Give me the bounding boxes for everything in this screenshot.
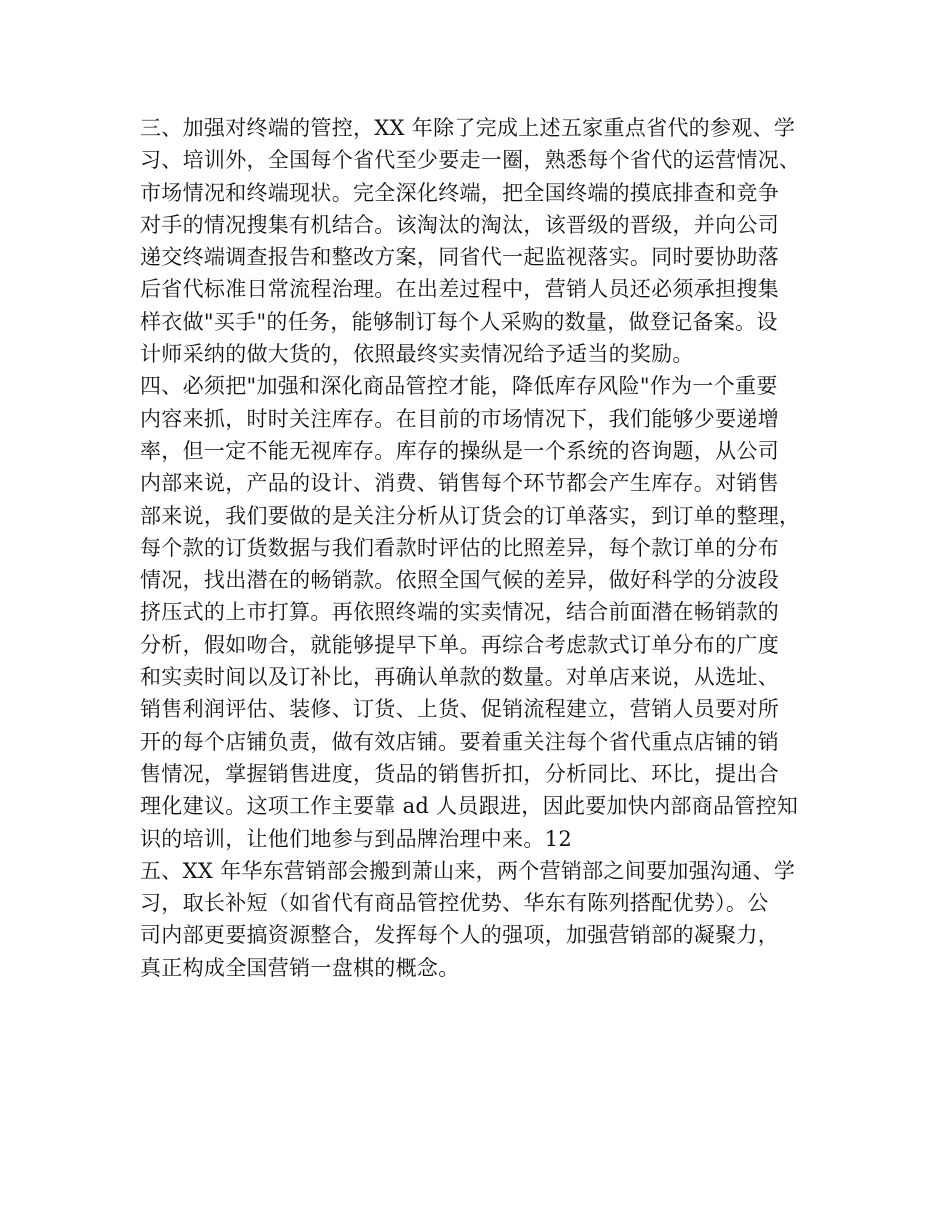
text-line: 样衣做"买手"的任务，能够制订每个人采购的数量，做登记备案。设 (140, 309, 778, 334)
text-line: 对手的情况搜集有机结合。该淘汰的淘汰，该晋级的晋级，并向公司 (140, 212, 779, 237)
text-line: 挤压式的上市打算。再依照终端的实卖情况，结合前面潜在畅销款的 (140, 600, 779, 625)
text-line: 理化建议。这项工作主要靠 ad 人员跟进，因此要加快内部商品管控知 (140, 794, 799, 819)
text-line: 四、必须把"加强和深化商品管控才能，降低库存风险"作为一个重要 (140, 374, 778, 399)
document-body (140, 112, 830, 984)
text-line: 和实卖时间以及订补比，再确认单款的数量。对单店来说，从选址、 (140, 665, 779, 690)
text-line: 计师采纳的做大货的，依照最终实卖情况给予适当的奖励。 (140, 342, 694, 367)
text-line: 内容来抓，时时关注库存。在目前的市场情况下，我们能够少要递增 (140, 406, 779, 431)
text-line: 三、加强对终端的管控，XX 年除了完成上述五家重点省代的参观、学 (140, 116, 796, 140)
text-line: 开的每个店铺负责，做有效店铺。要着重关注每个省代重点店铺的销 (140, 729, 779, 754)
paragraph-three (140, 112, 830, 370)
text-line: 情况，找出潜在的畅销款。依照全国气候的差异，做好科学的分波段 (140, 568, 779, 593)
text-line: 识的培训，让他们地参与到品牌治理中来。12 (140, 826, 573, 851)
text-line: 部来说，我们要做的是关注分析从订货会的订单落实，到订单的整理， (140, 503, 801, 528)
text-line: 每个款的订货数据与我们看款时评估的比照差异，每个款订单的分布 (140, 535, 779, 560)
text-line: 真正构成全国营销一盘棋的概念。 (140, 955, 460, 980)
text-line: 率，但一定不能无视库存。库存的操纵是一个系统的咨询题，从公司 (140, 438, 779, 463)
text-line: 五、XX 年华东营销部会搬到萧山来，两个营销部之间要加强沟通、学 (140, 858, 796, 883)
text-line: 分析，假如吻合，就能够提早下单。再综合考虑款式订单分布的广度 (140, 632, 779, 657)
text-line: 后省代标准日常流程治理。在出差过程中，营销人员还必须承担搜集 (140, 277, 779, 302)
text-line: 习，取长补短（如省代有商品管控优势、华东有陈列搭配优势）。公 (140, 891, 769, 916)
text-line: 内部来说，产品的设计、消费、销售每个环节都会产生库存。对销售 (140, 471, 779, 496)
text-line: 销售利润评估、装修、订货、上货、促销流程建立，营销人员要对所 (140, 697, 779, 722)
paragraph-four (140, 370, 830, 854)
text-line: 市场情况和终端现状。完全深化终端，把全国终端的摸底排查和竞争 (140, 180, 779, 205)
text-line: 递交终端调查报告和整改方案，同省代一起监视落实。同时要协助落 (140, 245, 779, 270)
paragraph-five (140, 855, 830, 984)
text-line: 售情况，掌握销售进度，货品的销售折扣，分析同比、环比，提出合 (140, 761, 779, 786)
text-line: 习、培训外，全国每个省代至少要走一圈，熟悉每个省代的运营情况、 (140, 148, 801, 173)
text-line: 司内部更要搞资源整合，发挥每个人的强项，加强营销部的凝聚力， (140, 923, 779, 948)
